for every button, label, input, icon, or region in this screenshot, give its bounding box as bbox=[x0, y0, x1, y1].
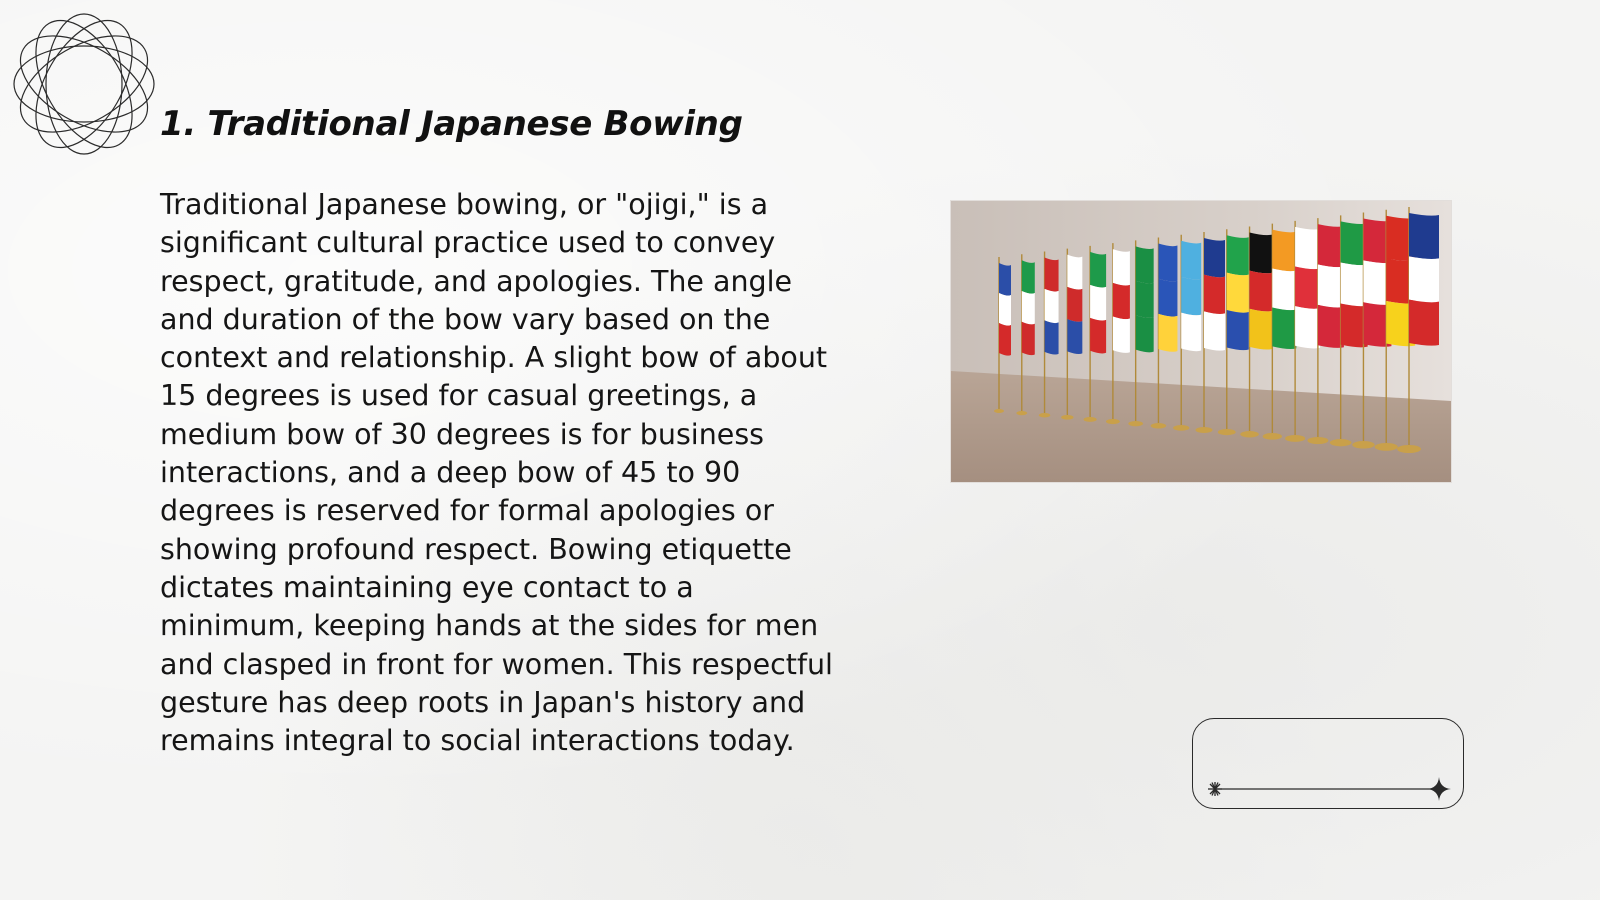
flag-base bbox=[1151, 423, 1166, 429]
flag-base bbox=[1240, 431, 1259, 437]
flag-stripe bbox=[1227, 235, 1249, 275]
flag-base bbox=[1106, 419, 1120, 424]
flag-stripe bbox=[1136, 315, 1154, 352]
flag-stripe bbox=[1067, 255, 1082, 290]
orbital-rings-icon bbox=[10, 10, 158, 158]
flag-stripe bbox=[999, 323, 1011, 356]
flag-stripe bbox=[1204, 238, 1225, 277]
flag-base bbox=[1218, 429, 1236, 435]
flag-stripe bbox=[1158, 244, 1177, 282]
flag-stripe bbox=[1158, 279, 1177, 317]
flag-stripe bbox=[1250, 271, 1273, 312]
starburst-icon bbox=[1208, 782, 1222, 796]
flag-base bbox=[1397, 445, 1421, 453]
flag-stripe bbox=[1090, 318, 1106, 354]
flag-stripe bbox=[1158, 314, 1177, 352]
flag-stripe bbox=[1295, 227, 1320, 269]
flag-stripe bbox=[1250, 232, 1273, 273]
flag-stripe bbox=[1067, 319, 1082, 354]
flag-stripe bbox=[1227, 310, 1249, 350]
flag-stripe bbox=[999, 293, 1011, 326]
flag-base bbox=[1061, 415, 1073, 420]
flag-base bbox=[1128, 421, 1143, 426]
flag-stripe bbox=[1272, 307, 1296, 349]
flag-stripe bbox=[1295, 306, 1320, 348]
flag-stripe bbox=[1067, 287, 1082, 322]
flag-stripe bbox=[1090, 252, 1106, 288]
flags-image bbox=[951, 201, 1451, 482]
flag-stripe bbox=[999, 263, 1011, 296]
flag-stripe bbox=[1113, 317, 1130, 353]
flag-stripe bbox=[1409, 300, 1439, 346]
slide-title: 1. Traditional Japanese Bowing bbox=[160, 104, 743, 144]
sparkle-cross-icon bbox=[1427, 777, 1451, 801]
flag-stripe bbox=[1409, 213, 1439, 259]
flag-base bbox=[1307, 437, 1328, 444]
flag-base bbox=[1084, 417, 1097, 422]
flag-stripe bbox=[1409, 256, 1439, 302]
flag-base bbox=[1196, 427, 1213, 433]
flag-base bbox=[1285, 435, 1305, 442]
flag-stripe bbox=[1272, 230, 1296, 272]
flag-base bbox=[994, 409, 1004, 413]
flag-stripe bbox=[1136, 281, 1154, 318]
flag-stripe bbox=[1272, 269, 1296, 311]
flag-stripe bbox=[1045, 289, 1059, 323]
flag-base bbox=[1039, 413, 1051, 417]
flag-stripe bbox=[1204, 275, 1225, 314]
flag-stripe bbox=[1136, 246, 1154, 283]
flags-photo bbox=[950, 200, 1452, 483]
flag-stripe bbox=[1113, 283, 1130, 319]
flag-stripe bbox=[1022, 260, 1035, 293]
flag-stripe bbox=[1090, 285, 1106, 321]
flag-stripe bbox=[1045, 320, 1059, 354]
flag-base bbox=[1352, 441, 1374, 449]
flag-base bbox=[1016, 411, 1027, 415]
flag-stripe bbox=[1181, 313, 1201, 352]
flag-stripe bbox=[1113, 249, 1130, 285]
flag-stripe bbox=[1022, 322, 1035, 355]
flag-stripe bbox=[1227, 273, 1249, 313]
widget-line-art bbox=[1193, 719, 1465, 810]
flag-stripe bbox=[1181, 241, 1201, 280]
flag-base bbox=[1330, 439, 1352, 446]
flag-base bbox=[1173, 425, 1189, 431]
flag-stripe bbox=[1022, 291, 1035, 324]
flag-base bbox=[1375, 443, 1398, 451]
decorative-line-card bbox=[1192, 718, 1464, 809]
flag-stripe bbox=[1045, 257, 1059, 291]
flag-stripe bbox=[1181, 277, 1201, 316]
flag-base bbox=[1263, 433, 1282, 440]
flag-stripe bbox=[1295, 267, 1320, 309]
flag-stripe bbox=[1204, 311, 1225, 350]
flag-stripe bbox=[1250, 309, 1273, 350]
body-paragraph: Traditional Japanese bowing, or "ojigi," is a significant cultural practice used to convey respect, gratitude, and apologies. The angle and duration of the bow vary based on the context and relationship. A slight bow of about 15 degrees is used for casual greetings, a medium bow of 30 degrees is for business interactions, and a deep bow of 45 to 90 degrees is reserved for formal apologies or showing profound respect. Bowing etiquette dictates maintaining eye contact to a minimum, keeping hands at the sides for men and clasped in front for women. This respectful gesture has deep roots in Japan's history and remains integral to social interactions today. bbox=[160, 188, 833, 758]
